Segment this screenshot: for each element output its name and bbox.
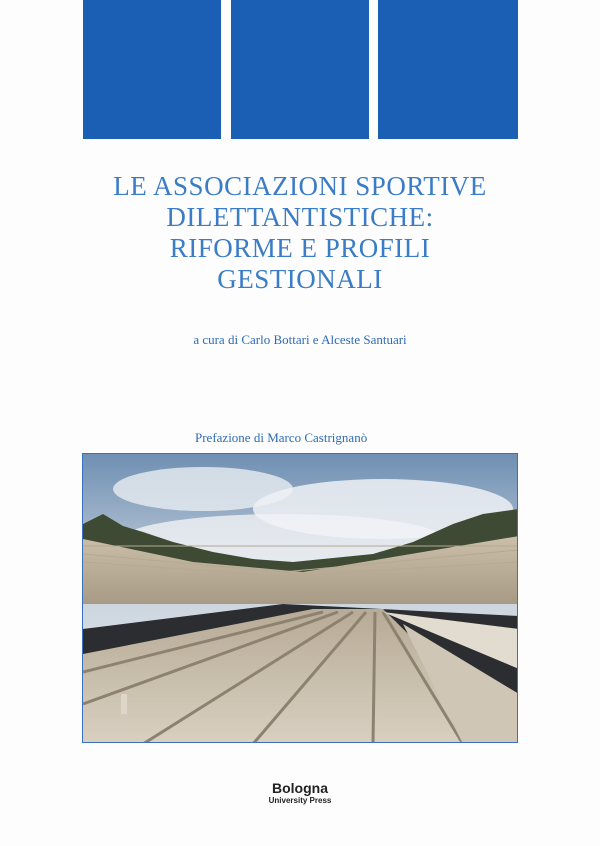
book-title — [60, 171, 540, 295]
preface-line: Prefazione di Marco Castrignanò — [195, 430, 368, 445]
publisher-logo — [250, 780, 350, 806]
decor-block-left — [83, 0, 221, 139]
publisher-name: Bologna — [272, 780, 328, 796]
title-line: DILETTANTISTICHE: — [166, 202, 434, 232]
decor-block-middle — [231, 0, 369, 139]
title-line: GESTIONALI — [217, 264, 383, 294]
publisher-subtitle: University Press — [268, 796, 332, 805]
stadium-illustration — [83, 454, 518, 743]
decor-block-right — [378, 0, 518, 139]
title-line: RIFORME E PROFILI — [169, 233, 431, 263]
title-line: LE ASSOCIAZIONI SPORTIVE — [113, 171, 487, 201]
editors-line: a cura di Carlo Bottari e Alceste Santuari — [193, 332, 407, 347]
stadium-photo — [82, 453, 518, 743]
